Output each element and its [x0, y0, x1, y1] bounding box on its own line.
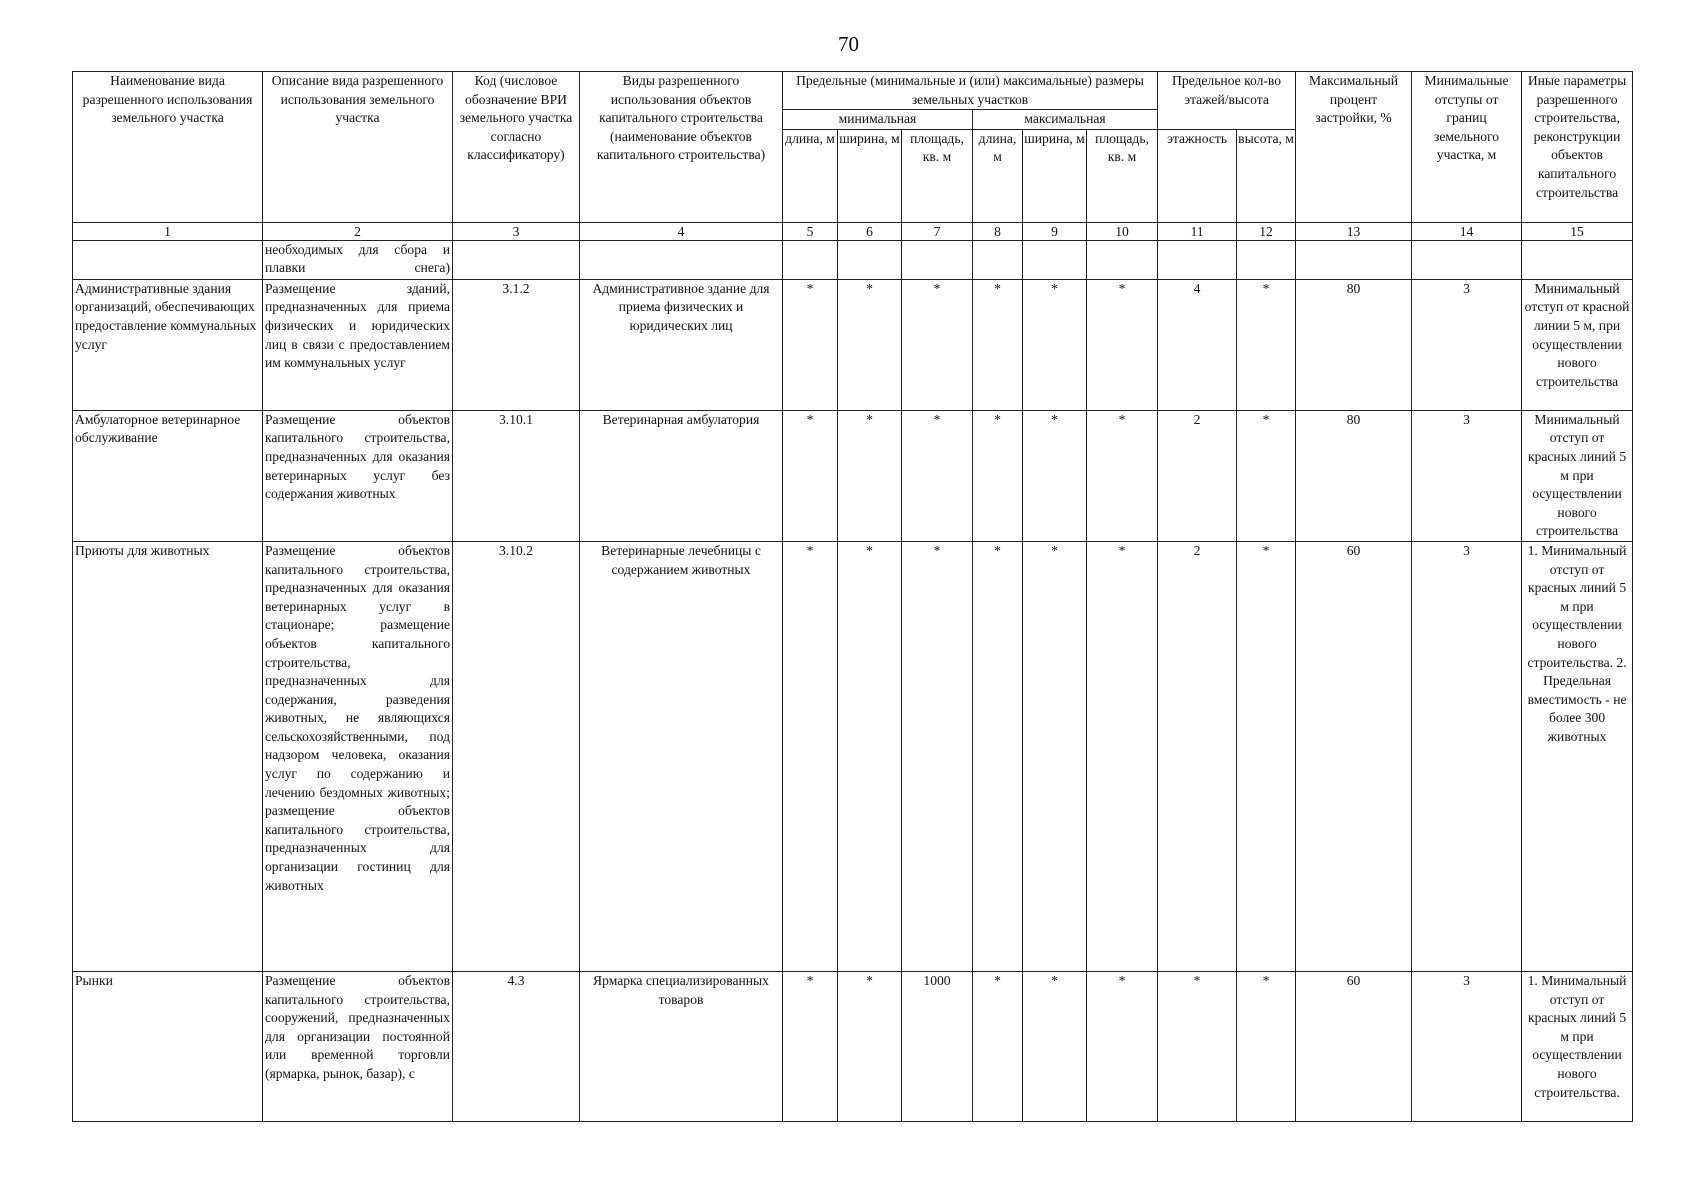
column-number: 6 — [838, 222, 902, 240]
cell-floors: * — [1158, 971, 1237, 1121]
cell-name: Рынки — [73, 971, 263, 1121]
header-code: Код (числовое обозначение ВРИ земельного участка согласно классификатору) — [453, 72, 580, 223]
cell-min-setback: 3 — [1412, 279, 1522, 410]
land-use-regulations-table — [72, 71, 1633, 1122]
header-other-params: Иные параметры разрешенного строительства, реконструкции объектов капитального строительства — [1522, 72, 1633, 223]
cell-other-params: Минимальный отступ от красных линий 5 м при осуществлении нового строительства — [1522, 410, 1633, 541]
cell-height: * — [1237, 410, 1296, 541]
table-row — [73, 541, 1633, 971]
cell-min-width: * — [838, 410, 902, 541]
cell-name: Приюты для животных — [73, 541, 263, 971]
cell-name: Административные здания организаций, обеспечивающих предоставление коммунальных услуг — [73, 279, 263, 410]
cell-min-area: * — [902, 279, 973, 410]
header-maximum: максимальная — [973, 110, 1158, 130]
cell-code: 3.10.1 — [453, 410, 580, 541]
header-min-setbacks: Минимальные отступы от границ земельного участка, м — [1412, 72, 1522, 223]
cell-description: Размещение объектов капитального строительства, предназначенных для оказания ветеринарных услуг без содержания животных — [263, 410, 453, 541]
cell-min-width: * — [838, 541, 902, 971]
cell-other-params — [1522, 240, 1633, 279]
cell-oks: Ярмарка специализированных товаров — [580, 971, 783, 1121]
table-row — [73, 240, 1633, 279]
cell-min-area: 1000 — [902, 971, 973, 1121]
cell-min-length: * — [783, 541, 838, 971]
cell-height — [1237, 240, 1296, 279]
cell-max-width — [1023, 240, 1087, 279]
header-floors-height: Предельное кол-во этажей/высота — [1158, 72, 1296, 130]
cell-oks: Ветеринарная амбулатория — [580, 410, 783, 541]
header-description: Описание вида разрешенного использования земельного участка — [263, 72, 453, 223]
page-number: 70 — [838, 32, 859, 56]
column-number: 8 — [973, 222, 1023, 240]
cell-code: 3.10.2 — [453, 541, 580, 971]
cell-description: Размещение объектов капитального строительства, сооружений, предназначенных для организации постоянной или временной торговли (ярмарка, рынок, базар), с — [263, 971, 453, 1121]
cell-oks: Ветеринарные лечебницы с содержанием животных — [580, 541, 783, 971]
column-number: 9 — [1023, 222, 1087, 240]
table-row — [73, 410, 1633, 541]
column-number: 2 — [263, 222, 453, 240]
cell-name: Амбулаторное ветеринарное обслуживание — [73, 410, 263, 541]
column-number: 1 — [73, 222, 263, 240]
header-oks-types: Виды разрешенного использования объектов капитального строительства (наименование объектов капитального строительства) — [580, 72, 783, 223]
cell-other-params: 1. Минимальный отступ от красных линий 5 м при осуществлении нового строительства. 2. Предельная вместимость - не более 300 животных — [1522, 541, 1633, 971]
cell-min-length: * — [783, 279, 838, 410]
table-row — [73, 279, 1633, 410]
cell-name — [73, 240, 263, 279]
header-floors: этажность — [1158, 129, 1237, 222]
cell-height: * — [1237, 971, 1296, 1121]
table-row — [73, 971, 1633, 1121]
cell-max-area: * — [1087, 541, 1158, 971]
column-number: 12 — [1237, 222, 1296, 240]
cell-max-coverage: 80 — [1296, 279, 1412, 410]
column-number: 3 — [453, 222, 580, 240]
header-height: высота, м — [1237, 129, 1296, 222]
cell-code — [453, 240, 580, 279]
cell-description: Размещение зданий, предназначенных для приема физических и юридических лиц в связи с предоставлением им коммунальных услуг — [263, 279, 453, 410]
cell-max-width: * — [1023, 279, 1087, 410]
cell-min-length: * — [783, 971, 838, 1121]
cell-min-area: * — [902, 410, 973, 541]
cell-max-length: * — [973, 541, 1023, 971]
column-number: 7 — [902, 222, 973, 240]
cell-other-params: Минимальный отступ от красной линии 5 м, при осуществлении нового строительства — [1522, 279, 1633, 410]
header-max-width: ширина, м — [1023, 129, 1087, 222]
cell-other-params: 1. Минимальный отступ от красных линий 5 м при осуществлении нового строительства. — [1522, 971, 1633, 1121]
header-min-width: ширина, м — [838, 129, 902, 222]
header-min-area: площадь, кв. м — [902, 129, 973, 222]
column-numbers-row — [73, 222, 1633, 240]
cell-max-area: * — [1087, 279, 1158, 410]
cell-max-coverage — [1296, 240, 1412, 279]
cell-floors — [1158, 240, 1237, 279]
header-max-length: длина, м — [973, 129, 1023, 222]
cell-code: 3.1.2 — [453, 279, 580, 410]
header-row-1 — [73, 72, 1633, 91]
cell-height: * — [1237, 541, 1296, 971]
cell-min-width: * — [838, 279, 902, 410]
cell-min-area — [902, 240, 973, 279]
cell-min-width: * — [838, 971, 902, 1121]
cell-max-width: * — [1023, 971, 1087, 1121]
header-max-area: площадь, кв. м — [1087, 129, 1158, 222]
cell-oks: Административное здание для приема физических и юридических лиц — [580, 279, 783, 410]
cell-floors: 2 — [1158, 410, 1237, 541]
cell-min-setback — [1412, 240, 1522, 279]
cell-oks — [580, 240, 783, 279]
cell-max-coverage: 80 — [1296, 410, 1412, 541]
cell-min-area: * — [902, 541, 973, 971]
cell-max-length — [973, 240, 1023, 279]
cell-max-length: * — [973, 410, 1023, 541]
header-minimum: минимальная — [783, 110, 973, 130]
column-number: 14 — [1412, 222, 1522, 240]
cell-description: необходимых для сбора и плавки снега) — [263, 240, 453, 279]
cell-code: 4.3 — [453, 971, 580, 1121]
cell-max-area: * — [1087, 410, 1158, 541]
cell-floors: 2 — [1158, 541, 1237, 971]
cell-min-length: * — [783, 410, 838, 541]
header-plot-size-limits: Предельные (минимальные и (или) максимальные) размеры земельных участков — [783, 72, 1158, 110]
column-number: 10 — [1087, 222, 1158, 240]
cell-max-width: * — [1023, 541, 1087, 971]
cell-max-length: * — [973, 279, 1023, 410]
cell-height: * — [1237, 279, 1296, 410]
cell-min-width — [838, 240, 902, 279]
cell-min-length — [783, 240, 838, 279]
column-number: 15 — [1522, 222, 1633, 240]
header-min-length: длина, м — [783, 129, 838, 222]
header-name: Наименование вида разрешенного использования земельного участка — [73, 72, 263, 223]
column-number: 11 — [1158, 222, 1237, 240]
cell-min-setback: 3 — [1412, 410, 1522, 541]
cell-max-coverage: 60 — [1296, 541, 1412, 971]
cell-floors: 4 — [1158, 279, 1237, 410]
cell-max-coverage: 60 — [1296, 971, 1412, 1121]
cell-max-length: * — [973, 971, 1023, 1121]
cell-min-setback: 3 — [1412, 971, 1522, 1121]
cell-max-width: * — [1023, 410, 1087, 541]
cell-min-setback: 3 — [1412, 541, 1522, 971]
cell-description: Размещение объектов капитального строительства, предназначенных для оказания ветеринарных услуг в стационаре; размещение объектов капитального строительства, предназначенных для содержания, разведения животных, не являющихся сельскохозяйственными, под надзором человека, оказания услуг по содержанию и лечению бездомных животных; размещение объектов капитального строительства, предназначенных для организации гостиниц для животных — [263, 541, 453, 971]
column-number: 4 — [580, 222, 783, 240]
cell-max-area: * — [1087, 971, 1158, 1121]
column-number: 13 — [1296, 222, 1412, 240]
header-max-coverage: Максимальный процент застройки, % — [1296, 72, 1412, 223]
column-number: 5 — [783, 222, 838, 240]
cell-max-area — [1087, 240, 1158, 279]
